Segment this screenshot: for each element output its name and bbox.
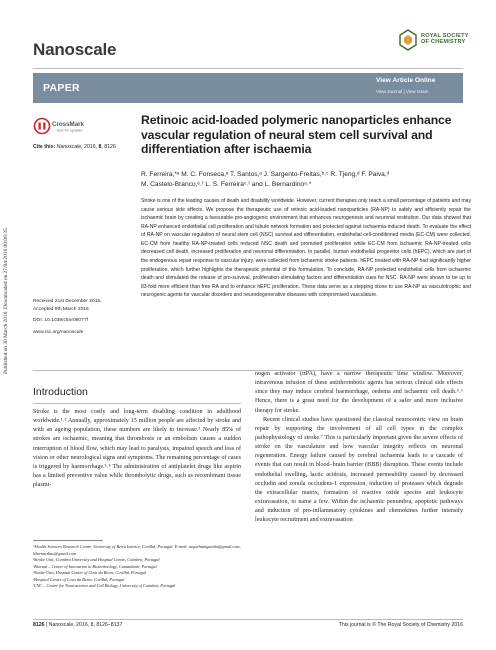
- page-number: 8126: [33, 622, 45, 628]
- accepted-date: Accepted 9th March 2016: [33, 306, 89, 312]
- footnote-rule: [33, 540, 103, 541]
- footnote-f: ᶠCNC – Center for Neuroscience and Cell Biology, University of Coimbra, Portugal: [33, 583, 176, 589]
- doi-link[interactable]: DOI: 10.1039/c5nr09077f: [33, 318, 88, 324]
- view-journal-issue-links[interactable]: View Journal | View Issue: [376, 89, 429, 94]
- received-info: [33, 298, 133, 336]
- journal-url-link[interactable]: www.rsc.org/nanoscale: [33, 329, 84, 335]
- footer-divider: [33, 619, 463, 620]
- footnote-c: ᶜBiocant – Center of Innovation in Biotechnology, Cantanhede, Portugal: [33, 563, 157, 569]
- footnote-a: ᵃHealth Sciences Research Centre, University of Beira Interior, Covilhã, Portugal. E-mail: raquelmargarida@gmail.com, libernardino@gmail.com: [33, 544, 241, 556]
- left-column: [33, 408, 241, 490]
- journal-title[interactable]: Nanoscale: [33, 40, 117, 59]
- article-title: Retinoic acid-loaded polymeric nanoparticles enhance vascular regulation of neural stem cell survival and differentiation after ischaemia: [141, 113, 452, 157]
- section-heading-introduction: Introduction: [33, 386, 88, 398]
- footnote-b: ᵇStroke Unit, Coimbra University and Hospital Centre, Coimbra, Portugal: [33, 557, 160, 563]
- header-divider: [33, 68, 463, 69]
- right-column: [255, 370, 463, 525]
- article-type-label: PAPER: [43, 82, 80, 94]
- intro-paragraph-1: Stroke is the most costly and long-term disabling condition in adulthood worldwide.¹˒² Annually, approximately 15 million people are affected by stroke and with an ageing population, these numbers are likely to increase.³ Nearly 85% of strokes are ischaemic, meaning that thrombosis or an embolism causes a sudden interruption of blood flow, which may lead to paralysis, impaired speech and loss of vision or other neurological signs and symptoms. The remaining percentage of cases is triggered by haemorrhage.³˒⁴ The administration of antiplatelet drugs like aspirin has a limited preventive value while thrombolytic drugs, such as recombinant tissue plasmi-: [33, 409, 241, 489]
- footnote-d: ᵈStroke Unit, Hospital Center of Cova da Beira, Covilhã, Portugal: [33, 570, 147, 576]
- footnote-e: ᵉHospital Center of Cova da Beira, Covilhã, Portugal: [33, 576, 125, 582]
- view-article-online-link[interactable]: View Article Online: [376, 77, 436, 84]
- page-footer-left: 8126 | Nanoscale, 2016, 8, 8126–8137: [33, 622, 123, 628]
- publication-stamp: Published on 30 March 2016. Downloaded on 27/04/2016 00:06:35.: [3, 226, 9, 374]
- copyright-notice: This journal is © The Royal Society of Chemistry 2016: [338, 622, 463, 628]
- crossmark-label: CrossMark: [52, 121, 84, 128]
- author-list: R. Ferreira,*ᵃ M. C. Fonseca,ᵃ T. Santos,ᵃ J. Sargento-Freitas,ᵇ˒ᶜ R. Tjeng,ᵈ F. Paiva,ᵈ M. Castelo-Branco,ᵉ˒ᶠ L. S. Ferreiraᶜ˒ᶠ and L. Bernardinoᵃ˒*: [141, 171, 390, 188]
- citation: Cite this: Nanoscale, 2016, 8, 8126: [33, 144, 116, 150]
- intro-paragraph-continued: nogen activator (rtPA), have a narrow therapeutic time window. Moreover, intravenous infusion of these antithrombotic agents has serious clinical side effects since they may induce cerebral haemorrhage, oedema and ischaemic cell death.⁵˒⁶ Hence, there is a great need for the development of a safer and more inclusive therapy for stroke.: [255, 371, 463, 414]
- received-date: Received 21st December 2015,: [33, 299, 102, 304]
- crossmark-sublabel: ← click for updates: [52, 128, 83, 133]
- intro-paragraph-2: Recent clinical studies have questioned the classical neurocentric view on brain repair by supporting the involvement of all cell types in the complex pathophysiology of stroke.⁷ This is particularly important given the severe effects of stroke on the vasculature and how vascular integrity reflects on neuronal regeneration. Energy failure caused by cerebral ischaemia leads to a cascade of events that can result in blood–brain barrier (BBB) disruption. These events include endothelial swelling, lactic acidosis, increased permeability caused by decreased occludin and zonula occludens-1 expression, induction of proteases which degrade the extracellular matrix, formation of reactive oxide species and leukocyte extravasation, to name a few. Within the ischaemic penumbra, apoptotic pathways and induction of pro-inflammatory cytokines and chemokines further intensify leukocyte recruitment and extravasation: [255, 416, 463, 524]
- affiliation-footnotes: [33, 544, 243, 590]
- crossmark-icon[interactable]: [33, 116, 93, 138]
- abstract: Stroke is one of the leading causes of death and disability worldwide. However, current therapies only reach a small percentage of patients and may cause serious side effects. We propose the therapeutic use of retinoic acid-loaded nanoparticles (RA-NP) to safely and efficiently repair the ischaemic brain by creating a favourable pro-angiogenic environment that enhances neurogenesis and neuronal restitution. Our data showed that RA-NP enhanced endothelial cell proliferation and tubule network formation and protected against ischaemia-induced death. To evaluate the effect of RA-NP on vascular regulation of neural stem cell (NSC) survival and differentiation, endothelial cell-conditioned media (EC-CM) were collected. EC-CM from healthy RA-NP-treated cells reduced NSC death and promoted proliferation while EC-CM from ischaemic RA-NP-treated cells decreased cell death, increased proliferation and neuronal differentiation. In parallel, human endothelial progenitor cells (hEPC), which are part of the endogenous repair response to vascular injury, were collected from ischaemic stroke patients. hEPC treated with RA-NP had significantly higher proliferation, which further highlights the therapeutic potential of this formulation. To conclude, RA-NP protected endothelial cells from ischaemic death and stimulated the release of pro-survival, proliferation-stimulating factors and differentiation cues for NSC. RA-NP were shown to be up to 83-fold more efficient than free RA and to enhance hEPC proliferation. These data serve as a stepping stone to use RA-NP as vasculotrophic and neurogenic agents for vascular disorders and neurodegenerative diseases with compromised vasculature.: [141, 198, 471, 299]
- section-heading-rule: [33, 403, 241, 404]
- rsc-logo-text: ROYAL SOCIETY OF CHEMISTRY: [421, 33, 469, 46]
